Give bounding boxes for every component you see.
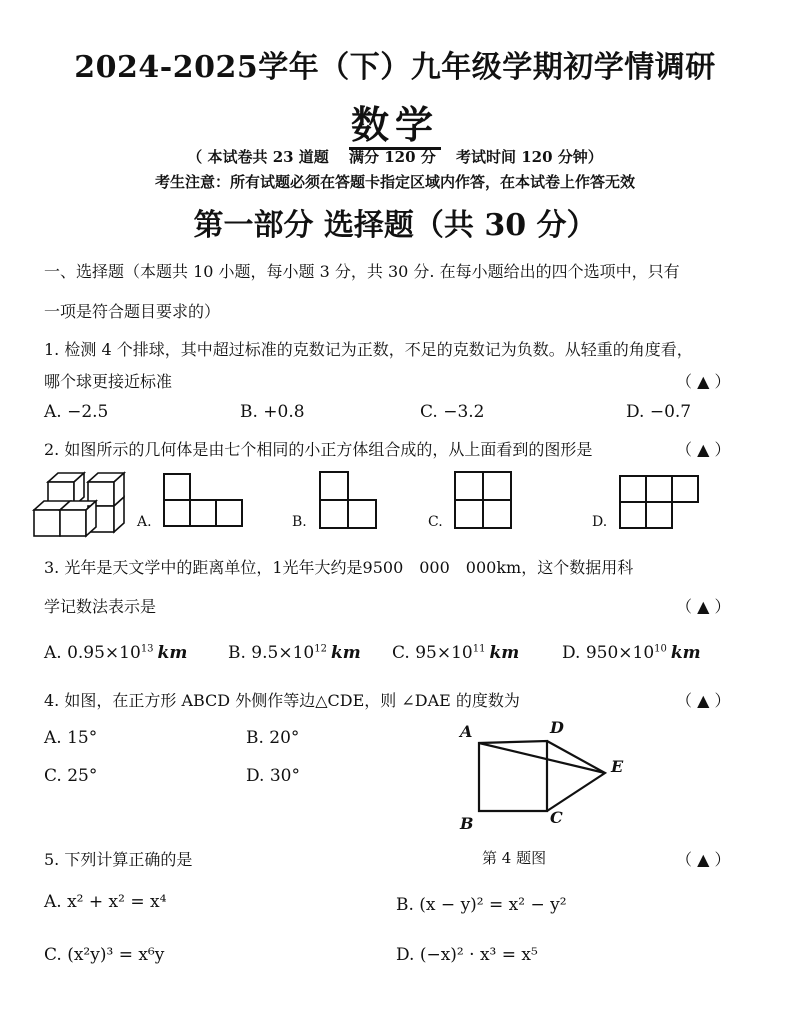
q3-option-a-exponent: 13: [140, 643, 154, 655]
q3-text-line2: 学记数法表示是: [44, 597, 157, 616]
q4-geometry-figure: [455, 715, 635, 835]
q5-option-c: C. (x²y)³ = x⁶y: [44, 945, 165, 965]
q1-option-c: C. −3.2: [420, 402, 485, 422]
q3-option-c: [392, 643, 519, 663]
q2-option-d-label: D.: [592, 514, 608, 530]
exam-title: 2024-2025学年（下）九年级学期初学情调研: [74, 50, 716, 85]
q4-label-b: B: [460, 814, 474, 833]
q4-label-c: C: [550, 808, 563, 827]
q4-triangle-cde: [547, 741, 605, 811]
subject-text: 数学: [349, 102, 441, 150]
q4-option-c: C. 25°: [44, 766, 98, 786]
q5-answer-mark: （ ▲ ）: [676, 850, 731, 869]
q4-answer-mark: （ ▲ ）: [676, 691, 731, 710]
q3-option-b-exponent: 12: [314, 643, 327, 655]
q1-text-line2: 哪个球更接近标准: [44, 372, 173, 391]
q3-option-d-exponent: 10: [654, 643, 667, 655]
q3-option-b-unit: km: [330, 643, 361, 663]
subject-title: [0, 94, 790, 149]
q2-cube-solid-figure: [30, 470, 130, 542]
q3-option-c-base: C. 95×10: [392, 643, 473, 663]
q3-option-d-base: D. 950×10: [562, 643, 655, 663]
q1-option-b: B. +0.8: [240, 402, 305, 422]
q4-option-d: D. 30°: [246, 766, 300, 786]
exam-notice: 考生注意：所有试题必须在答题卡指定区域内作答，在本试卷上作答无效: [154, 173, 635, 191]
q2-option-c-figure: [453, 470, 513, 530]
q3-text-line1: 3. 光年是天文学中的距离单位，1光年大约是9500 000 000km，这个数据用科: [44, 558, 634, 577]
q2-answer-mark: （ ▲ ）: [676, 440, 731, 459]
q1-answer-mark: （ ▲ ）: [676, 372, 731, 391]
q1-text-line1: 1. 检测 4 个排球，其中超过标准的克数记为正数，不足的克数记为负数。从轻重的角度看，: [44, 340, 693, 359]
q2-option-b-figure: [318, 470, 378, 530]
q4-label-d: D: [550, 718, 564, 737]
q2-text: 2. 如图所示的几何体是由七个相同的小正方体组合成的，从上面看到的图形是: [44, 440, 593, 459]
q3-option-c-unit: km: [489, 643, 520, 663]
q4-option-a: A. 15°: [44, 728, 98, 748]
q5-text: 5. 下列计算正确的是: [44, 850, 193, 869]
q2-option-b-label: B.: [292, 514, 307, 530]
q3-option-b-base: B. 9.5×10: [228, 643, 315, 663]
q5-option-a: A. x² + x² = x⁴: [44, 892, 167, 912]
exam-info: （ 本试卷共 23 道题 满分 120 分 考试时间 120 分钟）: [187, 148, 603, 166]
part-title: 第一部分 选择题（共 30 分）: [193, 208, 597, 243]
q1-option-a: A. −2.5: [44, 402, 109, 422]
q4-text: 4. 如图，在正方形 ABCD 外侧作等边△CDE，则 ∠DAE 的度数为: [44, 691, 520, 710]
q3-answer-mark: （ ▲ ）: [676, 597, 731, 616]
section-instructions-line2: 一项是符合题目要求的）: [44, 302, 221, 321]
q4-label-e: E: [611, 757, 624, 776]
section-instructions-line1: 一、选择题（本题共 10 小题，每小题 3 分，共 30 分. 在每小题给出的四个选项中，只有: [44, 262, 680, 281]
q3-option-c-exponent: 11: [472, 643, 486, 655]
q2-option-a-figure: [162, 472, 244, 530]
q3-option-d-unit: km: [670, 643, 701, 663]
q4-figure-caption: 第 4 题图: [482, 849, 547, 867]
q2-option-a-label: A.: [137, 514, 152, 530]
q2-option-c-label: C.: [428, 514, 443, 530]
q3-option-a-unit: km: [157, 643, 188, 663]
q3-option-a-base: A. 0.95×10: [44, 643, 141, 663]
q2-option-d-figure: [618, 474, 702, 530]
q4-label-a: A: [460, 722, 473, 741]
q5-option-b: B. (x − y)² = x² − y²: [396, 895, 567, 915]
q3-option-d: [562, 643, 701, 663]
q5-option-d: D. (−x)² · x³ = x⁵: [396, 945, 538, 965]
q1-option-d: D. −0.7: [626, 402, 692, 422]
q3-option-a: [44, 643, 187, 663]
q4-option-b: B. 20°: [246, 728, 300, 748]
q3-option-b: [228, 643, 361, 663]
q4-segment-ae: [479, 743, 605, 773]
